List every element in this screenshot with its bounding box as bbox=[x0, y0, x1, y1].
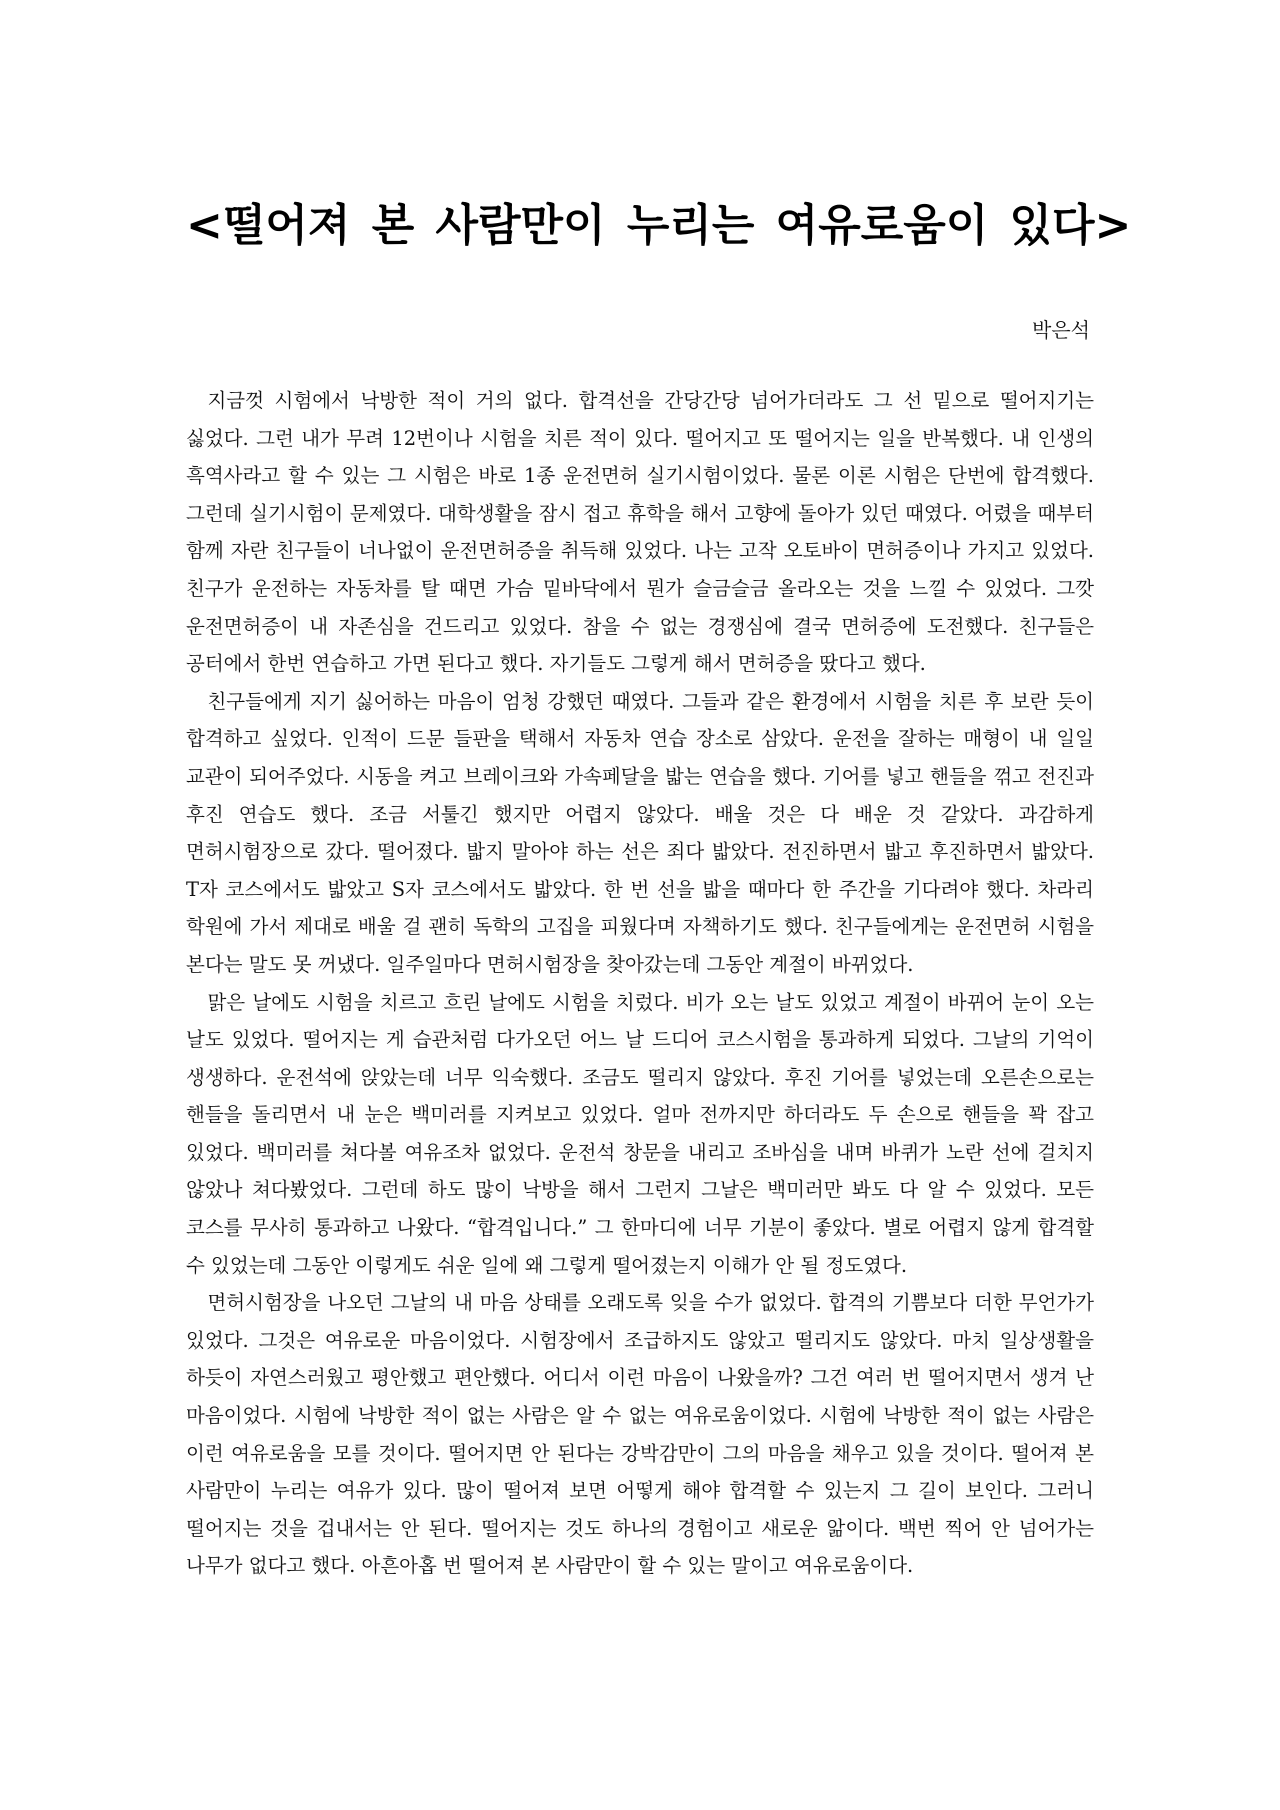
body-paragraph-4: 면허시험장을 나오던 그날의 내 마음 상태를 오래도록 잊을 수가 없었다. 합격의 기쁨보다 더한 무언가가 있었다. 그것은 여유로운 마음이었다. 시험장에서 조급하지도 않았고 떨리지도 않았다. 마치 일상생활을 하듯이 자연스러웠고 평안했고 편안했다. 어디서 이런 마음이 나왔을까? 그건 여러 번 떨어지면서 생겨 난 마음이었다. 시험에 낙방한 적이 없는 사람은 알 수 없는 여유로움이었다. 시험에 낙방한 적이 없는 사람은 이런 여유로움을 모를 것이다. 떨어지면 안 된다는 강박감만이 그의 마음을 채우고 있을 것이다. 떨어져 본 사람만이 누리는 여유가 있다. 많이 떨어져 보면 어떻게 해야 합격할 수 있는지 그 길이 보인다. 그러니 떨어지는 것을 겁내서는 안 된다. 떨어지는 것도 하나의 경험이고 새로운 앎이다. 백번 찍어 안 넘어가는 나무가 없다고 했다. 아흔아홉 번 떨어져 본 사람만이 할 수 있는 말이고 여유로움이다. bbox=[186, 1291, 1094, 1578]
document-author: 박은석 bbox=[1032, 318, 1090, 342]
body-paragraph-3: 맑은 날에도 시험을 치르고 흐린 날에도 시험을 치렀다. 비가 오는 날도 있었고 계절이 바뀌어 눈이 오는 날도 있었다. 떨어지는 게 습관처럼 다가오던 어느 날 드디어 코스시험을 통과하게 되었다. 그날의 기억이 생생하다. 운전석에 앉았는데 너무 익숙했다. 조금도 떨리지 않았다. 후진 기어를 넣었는데 오른손으로는 핸들을 돌리면서 내 눈은 백미러를 지켜보고 있었다. 얼마 전까지만 하더라도 두 손으로 핸들을 꽉 잡고 있었다. 백미러를 쳐다볼 여유조차 없었다. 운전석 창문을 내리고 조바심을 내며 바퀴가 노란 선에 걸치지 않았나 쳐다봤었다. 그런데 하도 많이 낙방을 해서 그런지 그날은 백미러만 봐도 다 알 수 있었다. 모든 코스를 무사히 통과하고 나왔다. “합격입니다.” 그 한마디에 너무 기분이 좋았다. 별로 어렵지 않게 합격할 수 있었는데 그동안 이렇게도 쉬운 일에 왜 그렇게 떨어졌는지 이해가 안 될 정도였다. bbox=[186, 990, 1094, 1277]
body-paragraph-2: 친구들에게 지기 싫어하는 마음이 엄청 강했던 때였다. 그들과 같은 환경에서 시험을 치른 후 보란 듯이 합격하고 싶었다. 인적이 드문 들판을 택해서 자동차 연습 장소로 삼았다. 운전을 잘하는 매형이 내 일일 교관이 되어주었다. 시동을 켜고 브레이크와 가속페달을 밟는 연습을 했다. 기어를 넣고 핸들을 꺾고 전진과 후진 연습도 했다. 조금 서툴긴 했지만 어렵지 않았다. 배울 것은 다 배운 것 같았다. 과감하게 면허시험장으로 갔다. 떨어졌다. 밟지 말아야 하는 선은 죄다 밟았다. 전진하면서 밟고 후진하면서 밟았다. T자 코스에서도 밟았고 S자 코스에서도 밟았다. 한 번 선을 밟을 때마다 한 주간을 기다려야 했다. 차라리 학원에 가서 제대로 배울 걸 괜히 독학의 고집을 피웠다며 자책하기도 했다. 친구들에게는 운전면허 시험을 본다는 말도 못 꺼냈다. 일주일마다 면허시험장을 찾아갔는데 그동안 계절이 바뀌었다. bbox=[186, 689, 1094, 976]
body-paragraph-1: 지금껏 시험에서 낙방한 적이 거의 없다. 합격선을 간당간당 넘어가더라도 그 선 밑으로 떨어지기는 싫었다. 그런 내가 무려 12번이나 시험을 치른 적이 있다. 떨어지고 또 떨어지는 일을 반복했다. 내 인생의 흑역사라고 할 수 있는 그 시험은 바로 1종 운전면허 실기시험이었다. 물론 이론 시험은 단번에 합격했다. 그런데 실기시험이 문제였다. 대학생활을 잠시 접고 휴학을 해서 고향에 돌아가 있던 때였다. 어렸을 때부터 함께 자란 친구들이 너나없이 운전면허증을 취득해 있었다. 나는 고작 오토바이 면허증이나 가지고 있었다. 친구가 운전하는 자동차를 탈 때면 가슴 밑바닥에서 뭔가 슬금슬금 올라오는 것을 느낄 수 있었다. 그깟 운전면허증이 내 자존심을 건드리고 있었다. 참을 수 없는 경쟁심에 결국 면허증에 도전했다. 친구들은 공터에서 한번 연습하고 가면 된다고 했다. 자기들도 그렇게 해서 면허증을 땄다고 했다. bbox=[186, 389, 1094, 676]
document-title: <떨어져 본 사람만이 누리는 여유로움이 있다> bbox=[186, 200, 1132, 251]
document-body bbox=[186, 382, 1094, 1585]
